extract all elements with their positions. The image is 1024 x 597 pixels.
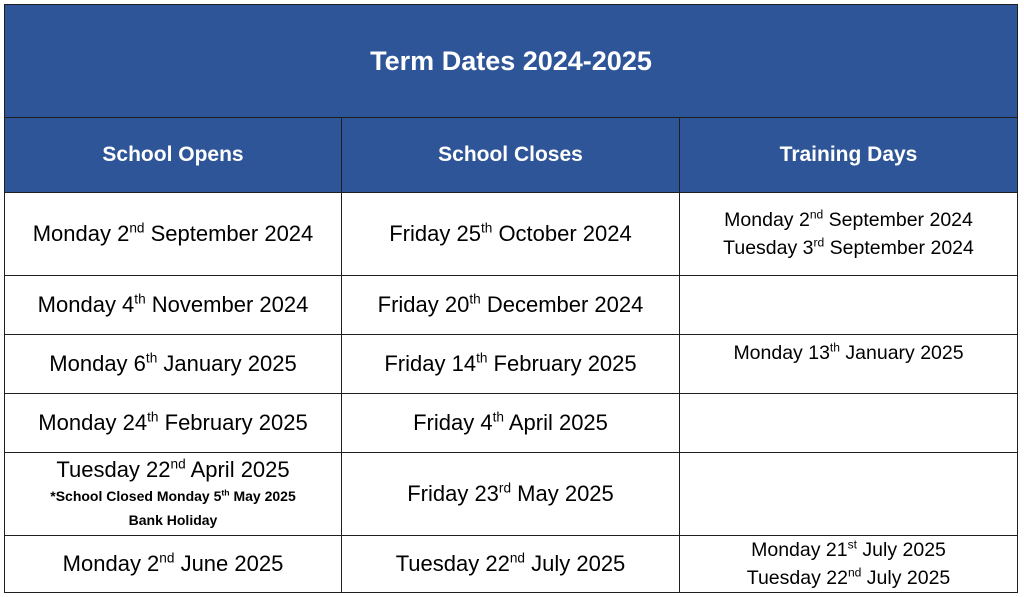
opens-cell: Monday 4th November 2024 — [5, 276, 342, 335]
training-cell — [680, 276, 1018, 335]
header-training-days: Training Days — [680, 118, 1018, 193]
training-date: Monday 2nd September 2024 — [724, 207, 973, 231]
training-cell — [680, 394, 1018, 453]
closes-cell: Tuesday 22nd July 2025 — [342, 536, 680, 593]
training-date: Tuesday 22nd July 2025 — [746, 565, 951, 589]
table-row — [5, 276, 1018, 335]
closes-cell: Friday 4th April 2025 — [342, 394, 680, 453]
opens-cell: Monday 6th January 2025 — [5, 335, 342, 394]
opens-cell: Tuesday 22nd April 2025 *School Closed Monday 5th May 2025 Bank Holiday — [5, 453, 342, 536]
opens-cell: Monday 24th February 2025 — [5, 394, 342, 453]
training-date: Monday 13th January 2025 — [733, 340, 964, 364]
closes-cell: Friday 25th October 2024 — [342, 193, 680, 276]
header-school-opens: School Opens — [5, 118, 342, 193]
term-dates-document — [4, 4, 1017, 593]
closure-note-reason: Bank Holiday — [128, 512, 218, 528]
header-school-closes: School Closes — [342, 118, 680, 193]
training-cell — [680, 335, 1018, 394]
table-row — [5, 335, 1018, 394]
closure-note: *School Closed Monday 5th May 2025 — [50, 487, 296, 504]
table-row — [5, 193, 1018, 276]
table-row — [5, 453, 1018, 536]
opens-cell: Monday 2nd June 2025 — [5, 536, 342, 593]
training-cell — [680, 453, 1018, 536]
term-dates-table — [4, 4, 1018, 593]
closes-cell: Friday 14th February 2025 — [342, 335, 680, 394]
closes-cell: Friday 23rd May 2025 — [342, 453, 680, 536]
table-title: Term Dates 2024-2025 — [5, 5, 1018, 118]
table-row — [5, 536, 1018, 593]
table-row — [5, 394, 1018, 453]
training-date: Monday 21st July 2025 — [751, 537, 946, 561]
closes-cell: Friday 20th December 2024 — [342, 276, 680, 335]
training-cell — [680, 193, 1018, 276]
opens-cell: Monday 2nd September 2024 — [5, 193, 342, 276]
training-date: Tuesday 3rd September 2024 — [723, 235, 974, 259]
training-cell — [680, 536, 1018, 593]
